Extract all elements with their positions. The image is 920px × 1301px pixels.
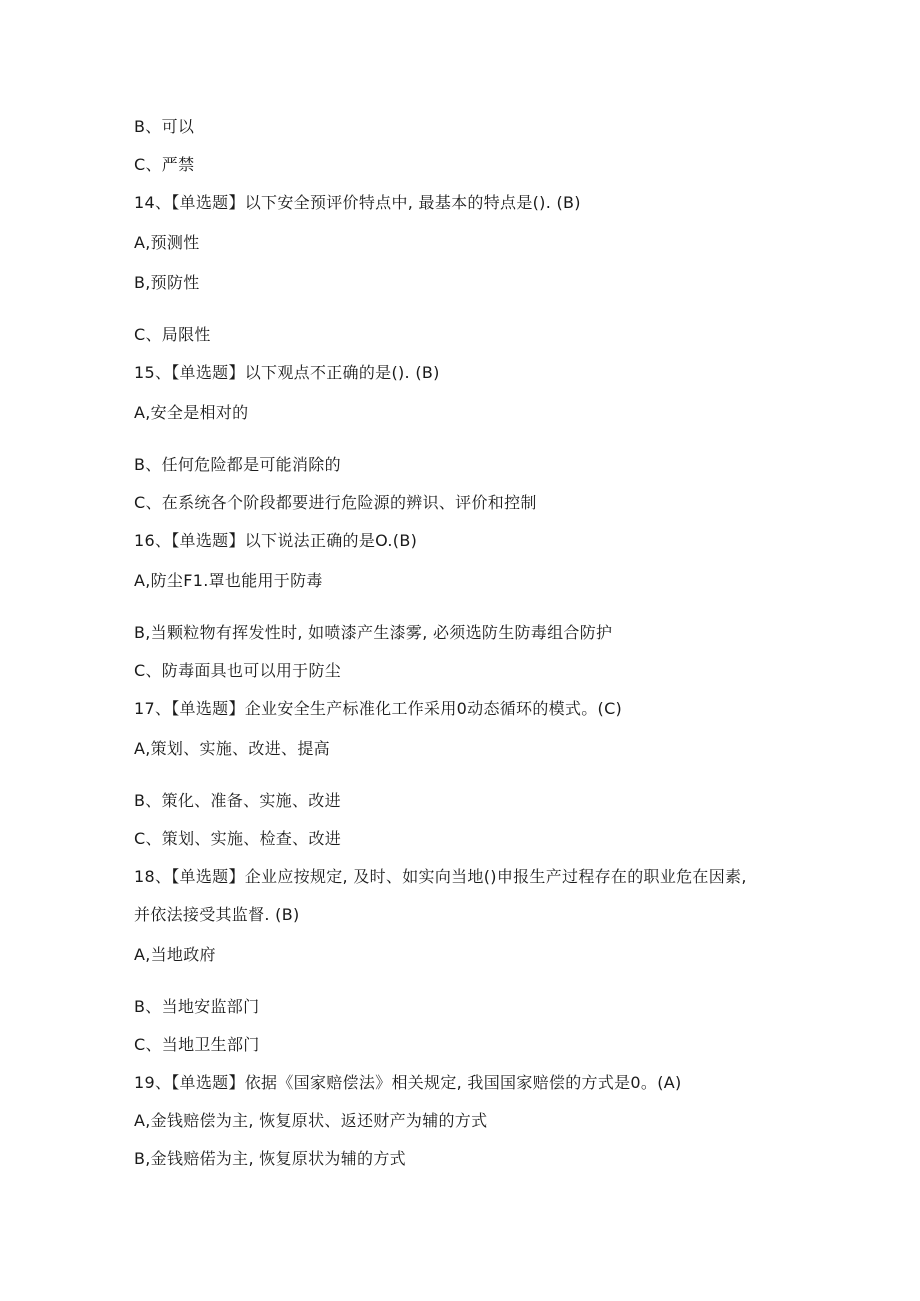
q13-option-c: C、严禁 [134,155,195,174]
q14-option-c: C、局限性 [134,325,211,344]
q18-question-continued: 并依法接受其监督. (B) [134,905,300,924]
q18-option-a: A,当地政府 [134,945,216,964]
q16-option-c: C、防毒面具也可以用于防尘 [134,661,342,680]
q16-option-b: B,当颗粒物有挥发性时, 如喷漆产生漆雾, 必须选防生防毒组合防护 [134,623,613,642]
q16-option-a: A,防尘F1.罩也能用于防毒 [134,571,323,590]
q19-option-b: B,金钱赔偌为主, 恢复原状为辅的方式 [134,1149,406,1168]
q14-option-a: A,预测性 [134,233,200,252]
q16-question: 16、【单选题】以下说法正确的是O.(B) [134,531,418,550]
q18-option-c: C、当地卫生部门 [134,1035,260,1054]
q15-question: 15、【单选题】以下观点不正确的是(). (B) [134,363,440,382]
q15-option-b: B、任何危险都是可能消除的 [134,455,341,474]
q14-question: 14、【单选题】以下安全预评价特点中, 最基本的特点是(). (B) [134,193,581,212]
q19-option-a: A,金钱赔偿为主, 恢复原状、返还财产为辅的方式 [134,1111,488,1130]
q19-question: 19、【单选题】依据《国家赔偿法》相关规定, 我国国家赔偿的方式是0。(A) [134,1073,682,1092]
q17-question: 17、【单选题】企业安全生产标准化工作采用0动态循环的模式。(C) [134,699,623,718]
q18-question: 18、【单选题】企业应按规定, 及时、如实向当地()申报生产过程存在的职业危在因素, [134,867,747,886]
q15-option-c: C、在系统各个阶段都要进行危险源的辨识、评价和控制 [134,493,537,512]
q13-option-b: B、可以 [134,117,195,136]
q18-option-b: B、当地安监部门 [134,997,260,1016]
q17-option-a: A,策划、实施、改进、提高 [134,739,330,758]
q15-option-a: A,安全是相对的 [134,403,249,422]
q17-option-c: C、策划、实施、检查、改进 [134,829,342,848]
q17-option-b: B、策化、准备、实施、改进 [134,791,341,810]
q14-option-b: B,预防性 [134,273,200,292]
